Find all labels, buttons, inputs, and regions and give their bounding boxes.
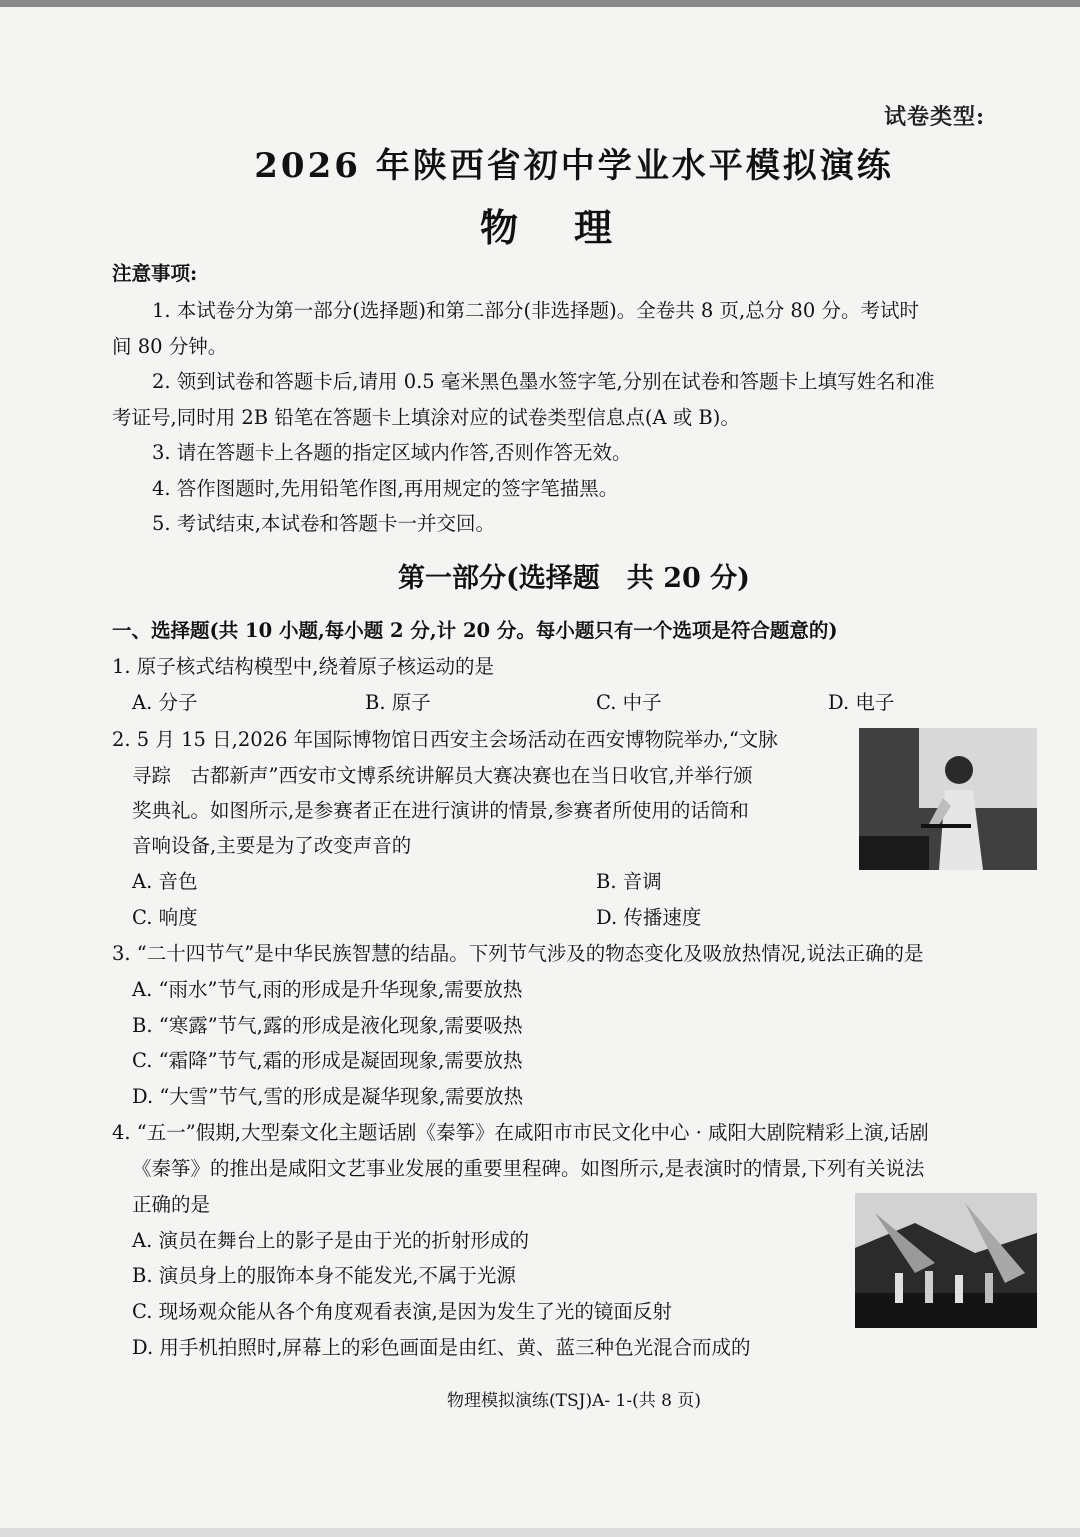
q4-option-b: B. 演员身上的服饰本身不能发光,不属于光源	[132, 1264, 516, 1287]
q2-option-b: B. 音调	[596, 870, 662, 893]
q1-option-a: A. 分子	[132, 691, 198, 714]
part-one-heading: 第一部分(选择题 共 20 分)	[398, 563, 750, 594]
question-4-line: 4. “五一”假期,大型秦文化主题话剧《秦筝》在咸阳市市民文化中心 · 咸阳大剧院精彩上演,话剧	[112, 1121, 929, 1144]
speaker-photo	[859, 728, 1037, 870]
question-4-line: 《秦筝》的推出是咸阳文艺事业发展的重要里程碑。如图所示,是表演时的情景,下列有关说法	[132, 1157, 925, 1180]
question-4-line: 正确的是	[132, 1193, 211, 1216]
notice-line: 间 80 分钟。	[112, 335, 228, 358]
notice-heading: 注意事项:	[112, 262, 198, 285]
notice-line: 2. 领到试卷和答题卡后,请用 0.5 毫米黑色墨水签字笔,分别在试卷和答题卡上填写姓名和准	[152, 370, 935, 393]
q4-option-d: D. 用手机拍照时,屏幕上的彩色画面是由红、黄、蓝三种色光混合而成的	[132, 1336, 751, 1359]
notice-line: 4. 答作图题时,先用铅笔作图,再用规定的签字笔描黑。	[152, 477, 619, 500]
question-2-line: 2. 5 月 15 日,2026 年国际博物馆日西安主会场活动在西安博物院举办,“文脉	[112, 728, 778, 751]
question-3-stem: 3. “二十四节气”是中华民族智慧的结晶。下列节气涉及的物态变化及吸放热情况,说法正确的是	[112, 942, 924, 965]
q3-option-c: C. “霜降”节气,霜的形成是凝固现象,需要放热	[132, 1049, 523, 1072]
question-2-line: 音响设备,主要是为了改变声音的	[132, 834, 412, 857]
question-2-line: 奖典礼。如图所示,是参赛者正在进行演讲的情景,参赛者所使用的话筒和	[132, 799, 749, 822]
q1-option-b: B. 原子	[365, 691, 431, 714]
subject-title: 物理	[479, 205, 668, 250]
q3-option-d: D. “大雪”节气,雪的形成是凝华现象,需要放热	[132, 1085, 524, 1108]
q4-option-a: A. 演员在舞台上的影子是由于光的折射形成的	[132, 1229, 529, 1252]
notice-line: 考证号,同时用 2B 铅笔在答题卡上填涂对应的试卷类型信息点(A 或 B)。	[112, 406, 740, 429]
q2-option-d: D. 传播速度	[596, 906, 702, 929]
section-intro: 一、选择题(共 10 小题,每小题 2 分,计 20 分。每小题只有一个选项是符合题意的)	[112, 619, 838, 642]
q2-option-c: C. 响度	[132, 906, 198, 929]
q3-option-a: A. “雨水”节气,雨的形成是升华现象,需要放热	[132, 978, 523, 1001]
notice-line: 1. 本试卷分为第一部分(选择题)和第二部分(非选择题)。全卷共 8 页,总分 80 分。考试时	[152, 299, 919, 322]
notice-line: 5. 考试结束,本试卷和答题卡一并交回。	[152, 512, 496, 535]
question-1-stem: 1. 原子核式结构模型中,绕着原子核运动的是	[112, 655, 495, 678]
paper-type-label: 试卷类型:	[884, 104, 986, 130]
q1-option-d: D. 电子	[828, 691, 895, 714]
question-2-line: 寻踪 古都新声”西安市文博系统讲解员大赛决赛也在当日收官,并举行颁	[132, 764, 753, 787]
notice-line: 3. 请在答题卡上各题的指定区域内作答,否则作答无效。	[152, 441, 632, 464]
bottom-border	[0, 1528, 1080, 1537]
stage-photo	[855, 1193, 1037, 1328]
q2-option-a: A. 音色	[132, 870, 198, 893]
q1-option-c: C. 中子	[596, 691, 662, 714]
q4-option-c: C. 现场观众能从各个角度观看表演,是因为发生了光的镜面反射	[132, 1300, 672, 1323]
q3-option-b: B. “寒露”节气,露的形成是液化现象,需要吸热	[132, 1014, 523, 1037]
page-footer: 物理模拟演练(TSJ)A- 1-(共 8 页)	[447, 1391, 701, 1411]
exam-title: 2026 年陕西省初中学业水平模拟演练	[254, 146, 894, 186]
top-border	[0, 0, 1080, 7]
